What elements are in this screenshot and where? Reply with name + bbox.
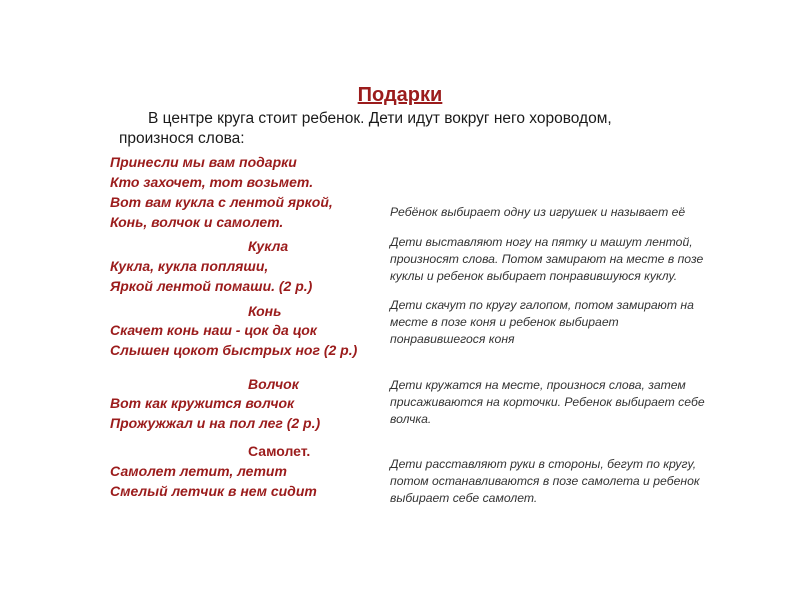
note-line: произносят слова. Потом замирают на месте в позе (390, 252, 704, 266)
gifts-note: Ребёнок выбирает одну из игрушек и называет её (390, 205, 686, 219)
verse-line: Скачет конь наш - цок да цок (110, 322, 317, 338)
note-line: куклы и ребенок выбирает понравившуюся куклу. (390, 269, 678, 283)
note-line: волчка. (390, 412, 432, 426)
plane-heading: Самолет. (248, 443, 311, 459)
doll-note (390, 234, 770, 285)
horse-verse (110, 320, 357, 360)
verse-line: Самолет летит, летит (110, 463, 287, 479)
note-line: выбирает себе самолет. (390, 491, 538, 505)
note-line: потом останавливаются в позе самолета и ребенок (390, 474, 700, 488)
verse-line: Вот вам кукла с лентой яркой, (110, 194, 333, 210)
top-heading: Волчок (248, 376, 299, 392)
verse-line: Прожужжал и на пол лег (2 р.) (110, 415, 321, 431)
verse-line: Смелый летчик в нем сидит (110, 483, 317, 499)
horse-heading: Конь (248, 303, 282, 319)
note-line: понравившегося коня (390, 332, 515, 346)
verse-line: Кто захочет, тот возьмет. (110, 174, 314, 190)
doll-heading: Кукла (248, 238, 289, 254)
intro-line-1: В центре круга стоит ребенок. Дети идут вокруг него хороводом, (148, 110, 612, 127)
note-line: Дети кружатся на месте, произнося слова, затем (390, 378, 686, 392)
note-line: Дети скачут по кругу галопом, потом замирают на (390, 298, 694, 312)
plane-verse (110, 461, 317, 501)
plane-note (390, 456, 770, 507)
verse-line: Яркой лентой помаши. (2 р.) (110, 278, 313, 294)
verse-line: Вот как кружится волчок (110, 395, 295, 411)
verse-line: Кукла, кукла попляши, (110, 258, 269, 274)
page-title: Подарки (357, 84, 443, 106)
verse-line: Слышен цокот быстрых ног (2 р.) (110, 342, 358, 358)
intro-line-2: произнося слова: (119, 130, 245, 147)
gifts-verse (110, 152, 333, 232)
horse-note (390, 297, 770, 348)
doll-verse (110, 256, 312, 296)
note-line: Дети выставляют ногу на пятку и машут лентой, (390, 235, 693, 249)
note-line: Дети расставляют руки в стороны, бегут по кругу, (390, 457, 697, 471)
verse-line: Конь, волчок и самолет. (110, 214, 284, 230)
verse-line: Принесли мы вам подарки (110, 154, 297, 170)
top-note (390, 377, 770, 428)
note-line: месте в позе коня и ребенок выбирает (390, 315, 619, 329)
top-verse (110, 393, 320, 433)
note-line: присаживаются на корточки. Ребенок выбирает себе (390, 395, 705, 409)
